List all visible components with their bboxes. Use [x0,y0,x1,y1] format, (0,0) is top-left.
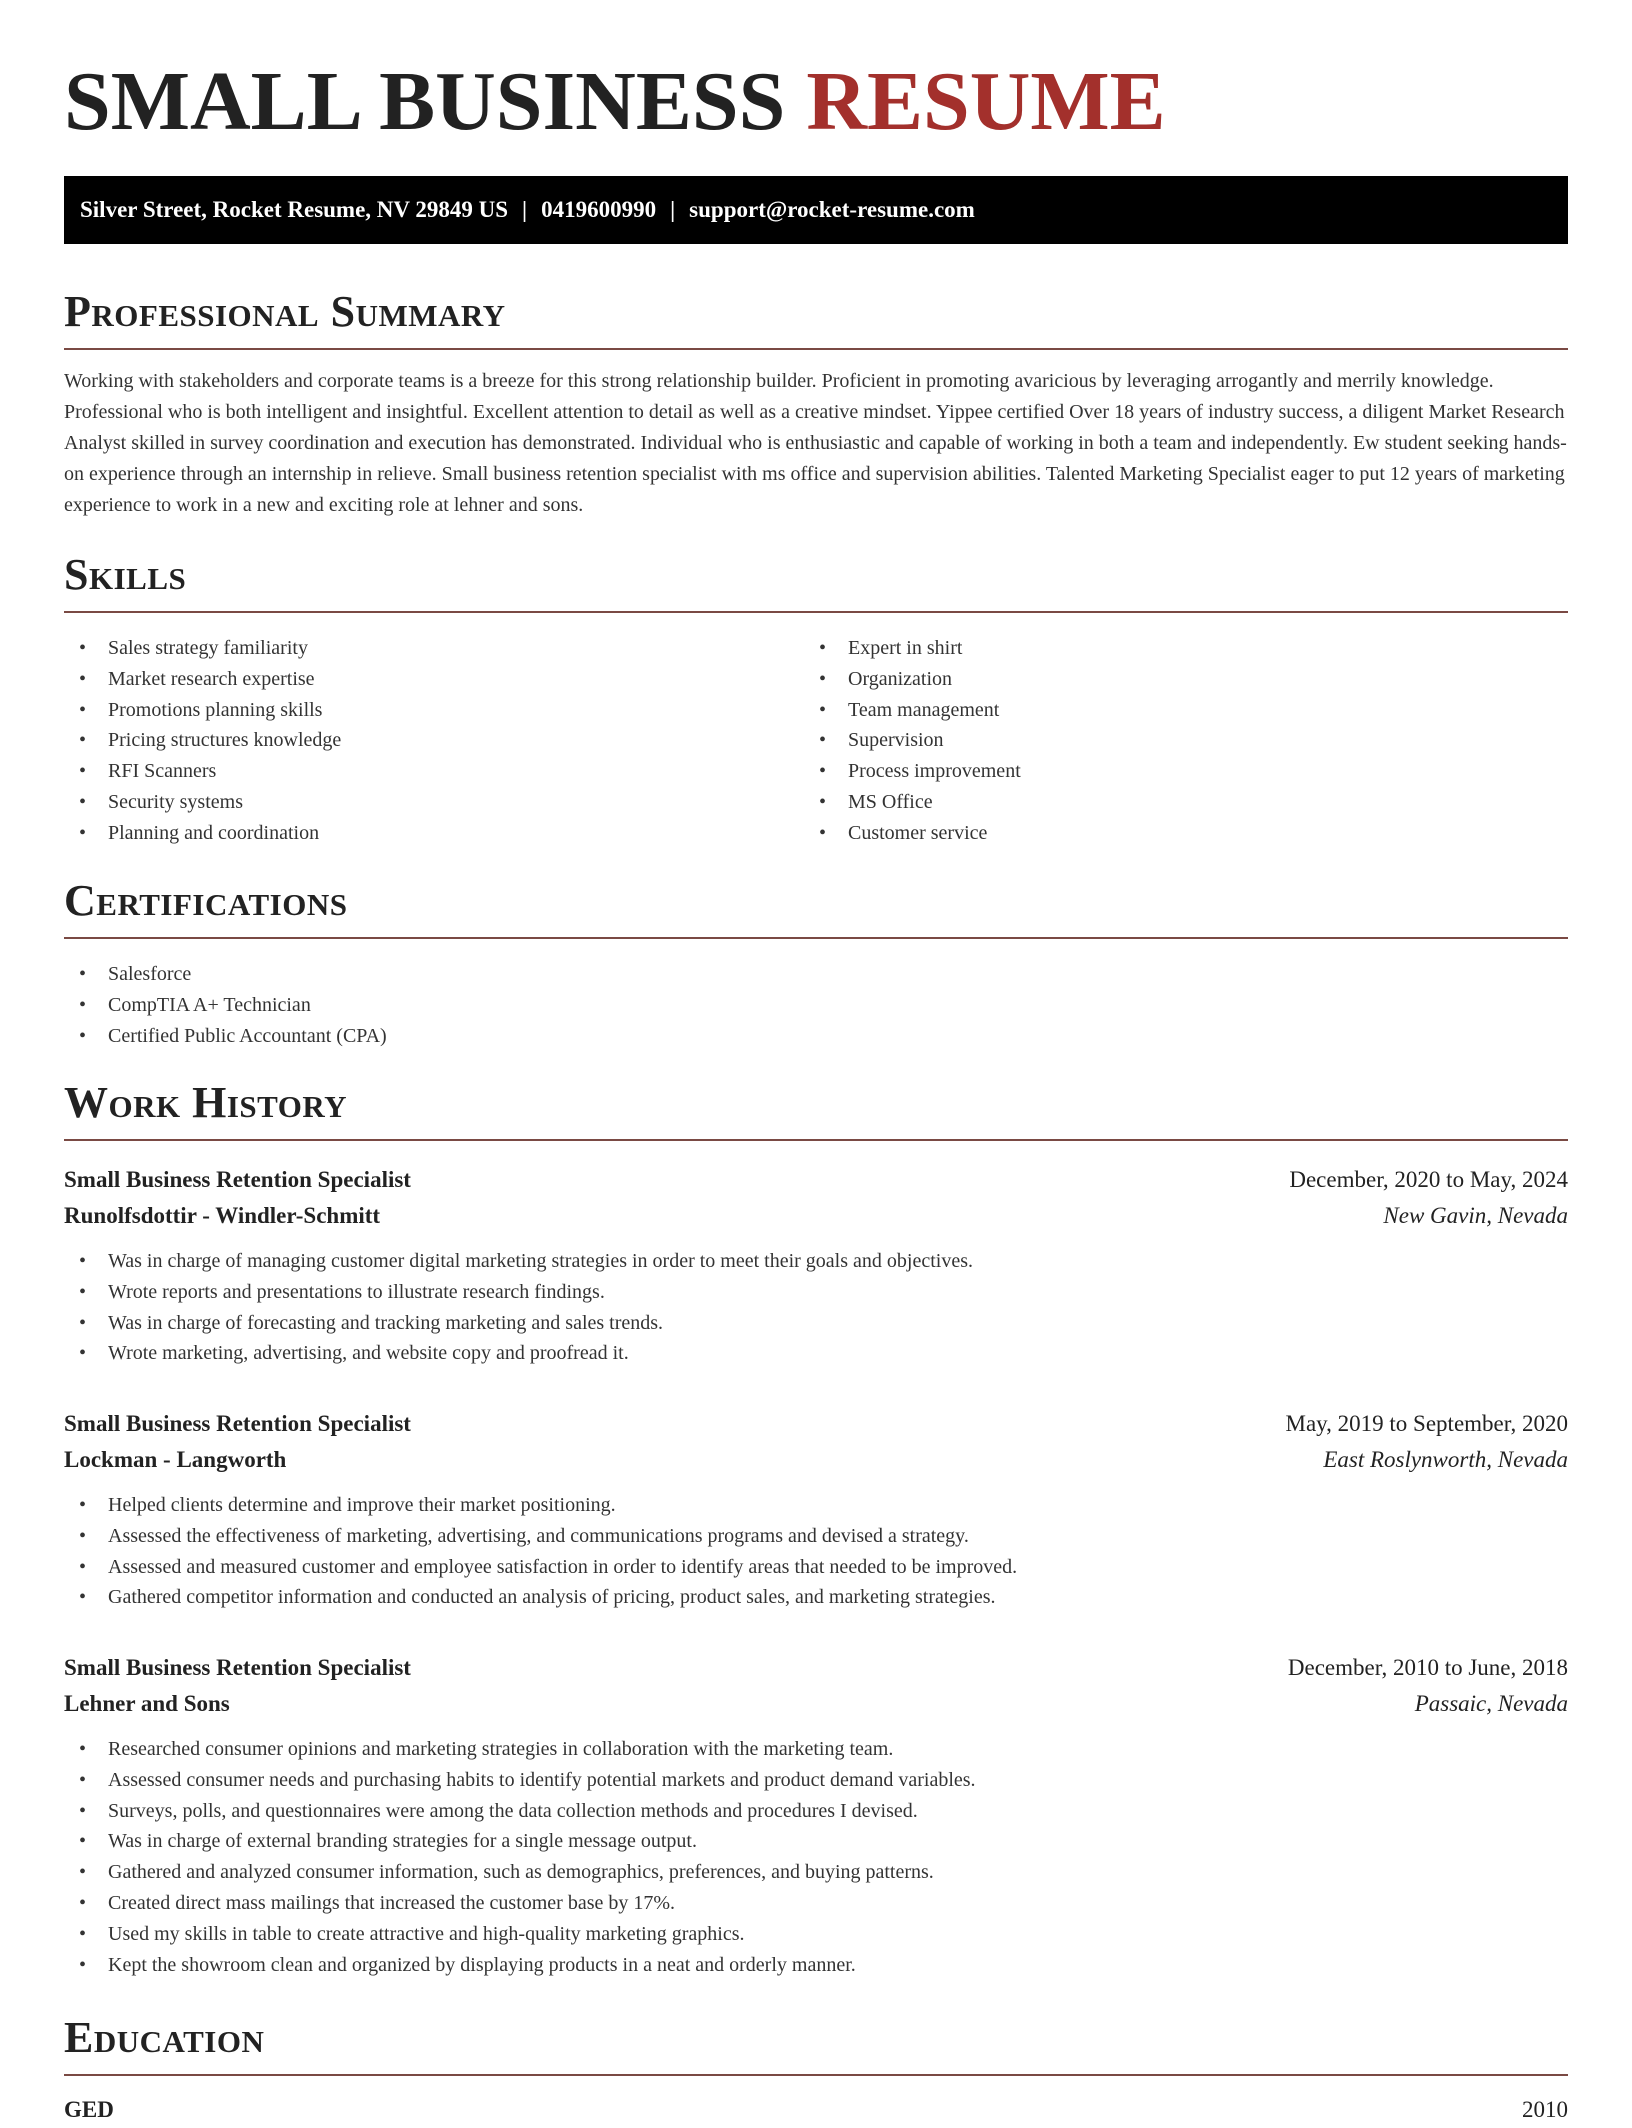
resume-title [64,52,1166,152]
job-bullet: • Helped clients determine and improve their market positioning. [64,1490,1568,1521]
contact-separator: | [522,197,528,222]
skills-list-right [804,633,1544,849]
job-bullet: • Assessed the effectiveness of marketing, advertising, and communications programs and devised a strategy. [64,1521,1568,1552]
job-bullet: • Wrote marketing, advertising, and website copy and proofread it. [64,1338,1568,1369]
contact-bar [64,176,1568,244]
skill-item: • Market research expertise [64,664,804,695]
job-bullet: • Used my skills in table to create attractive and high-quality marketing graphics. [64,1919,1568,1950]
job-entry [64,1406,1568,1613]
job-bullet: • Assessed and measured customer and employee satisfaction in order to identify areas that needed to be improved. [64,1552,1568,1583]
skill-item: • Sales strategy familiarity [64,633,804,664]
skill-item: • Promotions planning skills [64,695,804,726]
skill-item: • Planning and coordination [64,818,804,849]
job-role: Small Business Retention Specialist [64,1167,411,1192]
summary-heading: Professional Summary [64,284,1568,350]
summary-text: Working with stakeholders and corporate teams is a breeze for this strong relationship builder. Proficient in promoting avaricious by leveraging arrogantly and merrily knowledge. Professional who is both intelligent and insightful. Excellent attention to detail as well as a creative mindset. Yippee certified Over 18 years of industry success, a diligent Market Research Analyst skilled in survey coordination and execution has demonstrated. Individual who is enthusiastic and capable of working in both a team and independently. Ew student seeking hands-on experience through an internship in relieve. Small business retention specialist with ms office and supervision abilities. Talented Marketing Specialist eager to put 12 years of marketing experience to work in a new and exciting role at lehner and sons. [64,370,1567,516]
job-bullet: • Wrote reports and presentations to illustrate research findings. [64,1277,1568,1308]
job-dates: December, 2020 to May, 2024 [1289,1167,1568,1192]
skill-item: • Expert in shirt [804,633,1544,664]
job-bullets [64,1490,1568,1613]
contact-phone: 0419600990 [541,197,657,222]
job-bullet: • Gathered and analyzed consumer information, such as demographics, preferences, and buying patterns. [64,1857,1568,1888]
job-bullet: • Was in charge of managing customer digital marketing strategies in order to meet their goals and objectives. [64,1246,1568,1277]
job-bullet: • Was in charge of forecasting and tracking marketing and sales trends. [64,1308,1568,1339]
job-bullets [64,1734,1568,1980]
title-accent: RESUME [806,55,1166,148]
skill-item: • Organization [804,664,1544,695]
skills-heading: Skills [64,547,1568,613]
education-year: 2010 [1522,2097,1568,2122]
title-main: SMALL BUSINESS [64,55,807,148]
job-dates: December, 2010 to June, 2018 [1287,1655,1568,1680]
education-heading: Education [64,2010,1568,2076]
skill-item: • Security systems [64,787,804,818]
job-location: Passaic, Nevada [1414,1691,1568,1716]
job-bullet: • Researched consumer opinions and marketing strategies in collaboration with the marketing team. [64,1734,1568,1765]
education-degree: GED [64,2097,114,2122]
skills-left-column [64,633,804,849]
certification-item: • Certified Public Accountant (CPA) [64,1021,1568,1052]
job-company: Lockman - Langworth [64,1447,287,1472]
job-entry [64,1650,1568,1980]
job-company: Runolfsdottir - Windler-Schmitt [64,1203,381,1228]
contact-email: support@rocket-resume.com [689,197,975,222]
skill-item: • RFI Scanners [64,756,804,787]
skill-item: • MS Office [804,787,1544,818]
certification-item: • Salesforce [64,959,1568,990]
job-entry [64,1162,1568,1369]
job-header-row [64,1406,1568,1442]
certification-item: • CompTIA A+ Technician [64,990,1568,1021]
education-entry [64,2092,1568,2128]
job-bullets [64,1246,1568,1369]
contact-separator: | [670,197,676,222]
skill-item: • Pricing structures knowledge [64,725,804,756]
skill-item: • Process improvement [804,756,1544,787]
job-location: New Gavin, Nevada [1383,1203,1568,1228]
skill-item: • Supervision [804,725,1544,756]
work-history-heading: Work History [64,1075,1568,1141]
skills-list-left [64,633,804,849]
job-header-row [64,1162,1568,1198]
skill-item: • Team management [804,695,1544,726]
job-company-row [64,1686,1568,1722]
job-bullet: • Surveys, polls, and questionnaires were among the data collection methods and procedures I devised. [64,1796,1568,1827]
certifications-block [64,959,1568,1051]
job-bullet: • Was in charge of external branding strategies for a single message output. [64,1826,1568,1857]
job-header-row [64,1650,1568,1686]
job-company-row [64,1442,1568,1478]
job-bullet: • Gathered competitor information and conducted an analysis of pricing, product sales, and marketing strategies. [64,1582,1568,1613]
job-location: East Roslynworth, Nevada [1323,1447,1568,1472]
job-bullet: • Assessed consumer needs and purchasing habits to identify potential markets and product demand variables. [64,1765,1568,1796]
job-bullet: • Kept the showroom clean and organized by displaying products in a neat and orderly manner. [64,1950,1568,1981]
job-role: Small Business Retention Specialist [64,1411,411,1436]
certifications-heading: Certifications [64,873,1568,939]
job-company: Lehner and Sons [64,1691,230,1716]
contact-address: Silver Street, Rocket Resume, NV 29849 US [80,197,509,222]
skill-item: • Customer service [804,818,1544,849]
certifications-list [64,959,1568,1051]
skills-right-column [804,633,1544,849]
job-dates: May, 2019 to September, 2020 [1285,1411,1568,1436]
job-company-row [64,1198,1568,1234]
job-role: Small Business Retention Specialist [64,1655,411,1680]
job-bullet: • Created direct mass mailings that increased the customer base by 17%. [64,1888,1568,1919]
